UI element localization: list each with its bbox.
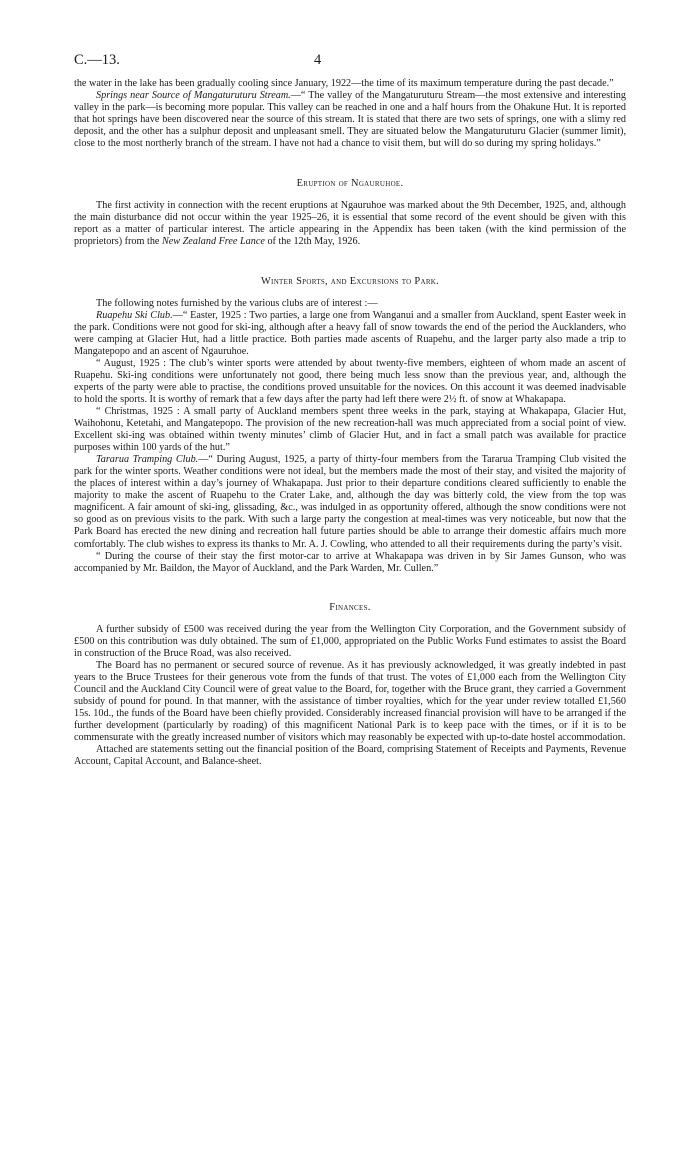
springs-text: —“ The valley of the Mangaturuturu Stream—the most extensive and interesting valley in the park—is becoming more popular. This valley can be reached in one and a half hours from the Ohakune Hut. It is reported that hot springs have been discovered near the source of this stream. It is stated that there are two sets of springs, one with a slimy red deposit, and the other has a sulphur deposit and unpleasant smell. They are situated below the Mangaturuturu Glacier (summer limit), close to the most northerly branch of the stream. I have not had a chance to visit them, but will do so during my spring holidays.” bbox=[74, 90, 626, 150]
finances-revenue-paragraph: The Board has no permanent or secured source of revenue. As it has previously acknowledged, it was greatly indebted in past years to the Bruce Trustees for their generous vote from the funds of that trust. The votes of £1,000 each from the Wellington City Council and the Auckland City Council were of great value to the Board, for, together with the Bruce grant, they carried a Government subsidy of pound for pound. In that manner, with the assistance of timber royalties, which for the year under review totalled £1,560 15s. 10d., the funds of the Board have been chiefly provided. Considerably increased financial provision will have to be arranged if the further development (particularly by roading) of this magnificent National Park is to keep pace with the times, or if it is to be commensurate with the greatly increased number of visitors which may reasonably be expected with up-to-date hostel accommodation. bbox=[74, 659, 626, 744]
ski-easter-text: —“ Easter, 1925 : Two parties, a large one from Wanganui and a smaller from Auckland, spent Easter week in the park. Conditions were not good for ski-ing, although after a heavy fall of snow towards the end of the period the Aucklanders, who were camping at Glacier Hut, had a little practice. Both parties made ascents of Ruapehu, and the larger party also made a trip to Mangatepopo and an ascent of Ngauruhoe. bbox=[74, 309, 626, 357]
eruption-heading: Eruption of Ngauruhoe. bbox=[296, 178, 404, 190]
document-reference: C.—13. bbox=[74, 52, 120, 68]
finances-subsidy-paragraph: A further subsidy of £500 was received during the year from the Wellington City Corporation, and the Government subsidy of £500 on this contribution was duly obtained. The sum of £1,000, appropriated on the Public Works Fund estimates to assist the Board in construction of the Bruce Road, was also received. bbox=[74, 623, 626, 659]
ski-club-easter-paragraph bbox=[74, 310, 626, 358]
page-header bbox=[74, 52, 626, 78]
eruption-publication: New Zealand Free Lance bbox=[161, 236, 265, 248]
motor-car-paragraph: “ During the course of their stay the first motor-car to arrive at Whakapapa was driven in by Sir James Gunson, who was accompanied by Mr. Baildon, the Mayor of Auckland, and the Park Warden, Mr. Cullen.” bbox=[74, 550, 626, 574]
finances-heading: Finances. bbox=[329, 601, 371, 613]
eruption-text-after: of the 12th May, 1926. bbox=[264, 236, 361, 248]
tramping-paragraph bbox=[74, 454, 626, 550]
body-text bbox=[74, 78, 626, 768]
winter-heading: Winter Sports, and Excursions to Park. bbox=[260, 275, 440, 287]
eruption-text-before: The first activity in connection with the recent eruptions at Ngauruhoe was marked about the 9th December, 1925, and, although the main disturbance did not occur within the year 1925–26, it is essential that some record of the event should be given with this report as a matter of particular interest. The article appearing in the Appendix has been taken (with the kind permission of the proprietors) from the bbox=[74, 200, 626, 248]
ski-club-title: Ruapehu Ski Club. bbox=[96, 309, 173, 321]
document-page bbox=[74, 52, 626, 768]
page-number: 4 bbox=[314, 52, 322, 68]
springs-paragraph bbox=[74, 90, 626, 150]
ski-august-paragraph: “ August, 1925 : The club’s winter sports were attended by about twenty-five members, eighteen of whom made an ascent of Ruapehu. Ski-ing conditions were unfortunately not good, there being much less snow than the previous year, and, although the experts of the party were able to practise, the conditions proved unsuitable for the novices. On this account it was deemed inadvisable to hold the sports. It is worthy of remark that a few days after the party had left there were 2½ ft. of snow at Whakapapa. bbox=[74, 357, 626, 405]
eruption-paragraph bbox=[74, 200, 626, 248]
winter-intro: The following notes furnished by the various clubs are of interest :— bbox=[96, 297, 378, 309]
finances-attached-paragraph: Attached are statements setting out the financial position of the Board, comprising Statement of Receipts and Payments, Revenue Account, Capital Account, and Balance-sheet. bbox=[74, 744, 626, 768]
springs-title: Springs near Source of Mangaturuturu Stream. bbox=[96, 90, 291, 102]
tramping-text: —“ During August, 1925, a party of thirty-four members from the Tararua Tramping Club visited the park for the winter sports. Weather conditions were not ideal, but the members made the most of their stay, and visited the majority of the places of interest within a day’s journey of Whakapapa. Just prior to their departure conditions cleared sufficiently to enable the majority to make the ascent of Ruapehu to the Crater Lake, and, although the day was bitterly cold, the view from the top was magnificent. A fair amount of ski-ing, glissading, &c., was indulged in as opportunity offered, although the snow conditions were not so good as on previous visits to the park. With such a large party the congestion at meal-times was very noticeable, but now that the Park Board has erected the new dining and recreation hall future parties should be able to arrange their domestic affairs much more comfortably. The club wishes to express its thanks to Mr. A. J. Cowling, who attended to all their requirements during the party’s visit. bbox=[74, 454, 626, 550]
tramping-title: Tararua Tramping Club. bbox=[96, 454, 199, 466]
ski-christmas-paragraph: “ Christmas, 1925 : A small party of Auckland members spent three weeks in the park, staying at Whakapapa, Glacier Hut, Waihohonu, Ketetahi, and Mangatepopo. The provision of the new recreation-hall was much appreciated from a social point of view. Excellent ski-ing was obtained within twenty minutes’ climb of Glacier Hut, and in fact a small patch was available for practice purposes within 100 yards of the hut.” bbox=[74, 405, 626, 454]
intro-continuation: the water in the lake has been gradually cooling since January, 1922—the time of its maximum temperature during the past decade.” bbox=[74, 78, 614, 89]
